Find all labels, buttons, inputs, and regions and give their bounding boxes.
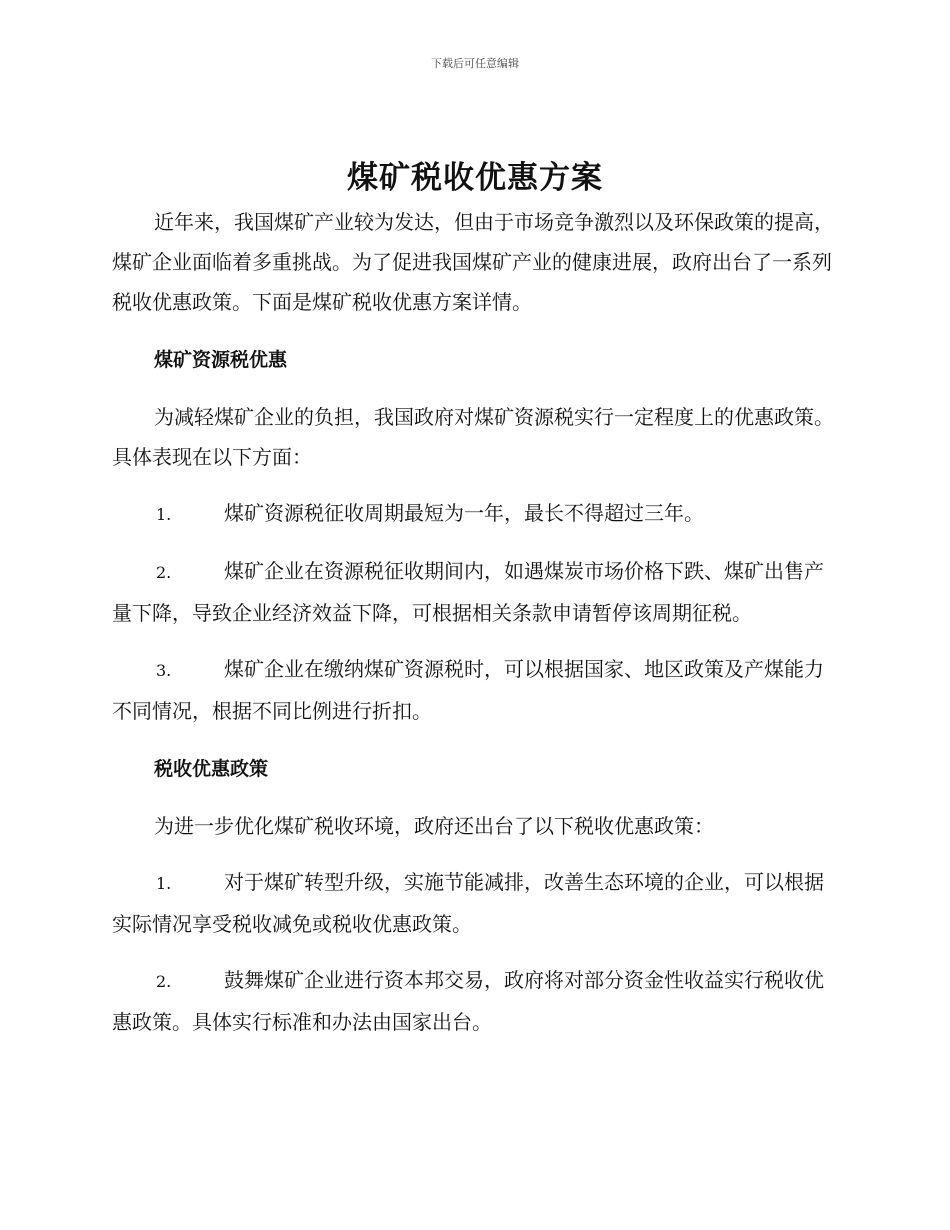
header-note: 下载后可任意编辑: [431, 57, 519, 70]
list-item: [112, 862, 834, 944]
list-item-number: 2.: [156, 563, 172, 582]
section-heading: 煤矿资源税优惠: [154, 349, 288, 371]
section-lead: 为进一步优化煤矿税收环境，政府还出台了以下税收优惠政策：: [154, 814, 714, 838]
list-item-text: 对于煤矿转型升级，实施节能减排，改善生态环境的企业，可以根据实际情况享受税收减免或税收优惠政策。: [112, 870, 824, 936]
list-item-number: 3.: [156, 661, 172, 680]
section-resource-tax: [112, 340, 834, 731]
document-title: 煤矿税收优惠方案: [347, 160, 603, 196]
list-item-number: 2.: [156, 972, 172, 991]
list-item-text: 煤矿企业在资源税征收期间内，如遇煤炭市场价格下跌、煤矿出售产量下降，导致企业经济效益下降，可根据相关条款申请暂停该周期征税。: [112, 559, 824, 625]
section-tax-policy: [112, 749, 834, 1042]
list-item-number: 1.: [156, 874, 172, 893]
list-item: [112, 960, 834, 1042]
list-item-text: 煤矿企业在缴纳煤矿资源税时，可以根据国家、地区政策及产煤能力不同情况，根据不同比例进行折扣。: [112, 657, 824, 723]
document-body: [112, 202, 834, 1042]
list-item: [112, 493, 834, 535]
list-item: [112, 649, 834, 731]
intro-paragraph: 近年来，我国煤矿产业较为发达，但由于市场竞争激烈以及环保政策的提高，煤矿企业面临着多重挑战。为了促进我国煤矿产业的健康进展，政府出台了一系列税收优惠政策。下面是煤矿税收优惠方案详情。: [112, 210, 834, 314]
list-item-text: 鼓舞煤矿企业进行资本邦交易，政府将对部分资金性收益实行税收优惠政策。具体实行标准和办法由国家出台。: [112, 968, 824, 1034]
section-lead: 为减轻煤矿企业的负担，我国政府对煤矿资源税实行一定程度上的优惠政策。具体表现在以下方面：: [112, 405, 834, 469]
list-item-number: 1.: [156, 505, 172, 524]
section-heading: 税收优惠政策: [154, 758, 269, 780]
list-item-text: 煤矿资源税征收周期最短为一年，最长不得超过三年。: [224, 501, 704, 525]
list-item: [112, 551, 834, 633]
